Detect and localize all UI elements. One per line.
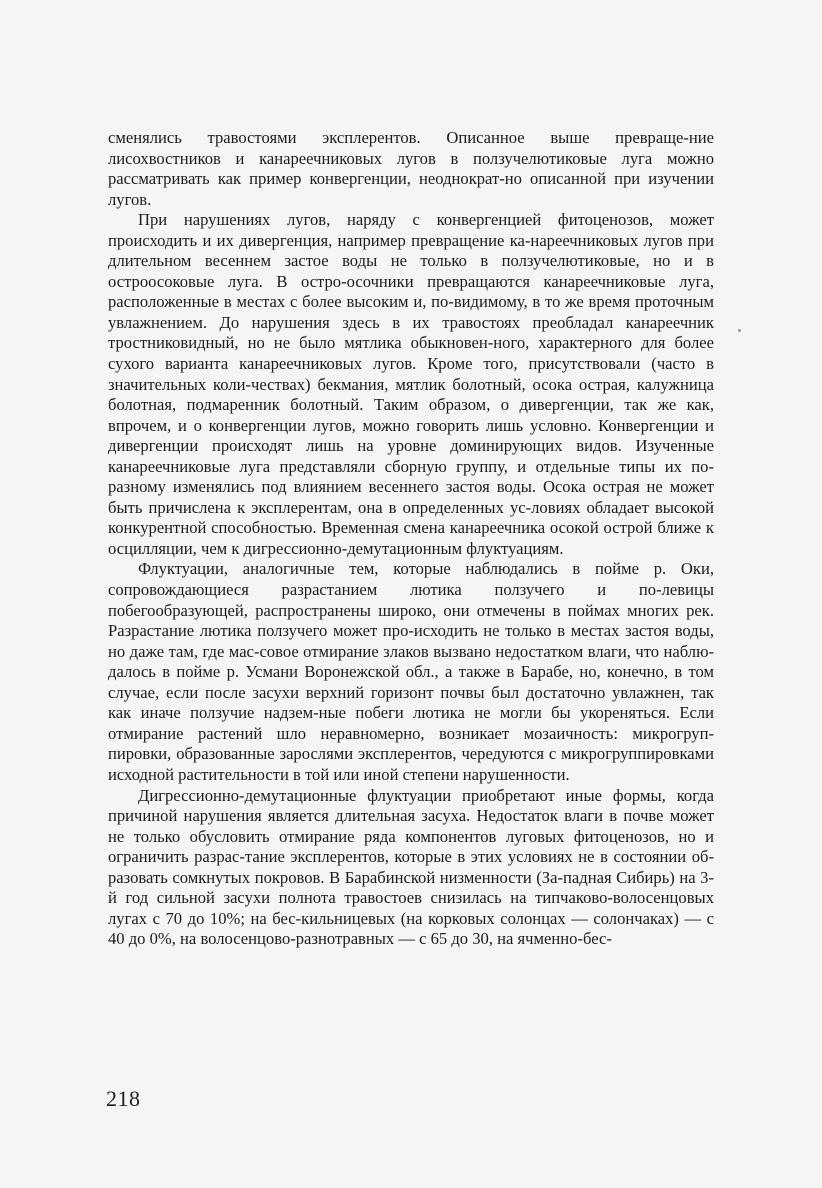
print-speck	[738, 329, 741, 332]
page-number: 218	[106, 1086, 141, 1111]
body-text	[108, 128, 714, 950]
paragraph-3: Флуктуации, аналогичные тем, которые наблюдались в пойме р. Оки, сопровождающиеся разрастанием лютика ползучего и по-левицы побегообразующей, распространены широко, они отмечены в поймах многих рек. Разрастание лютика ползучего может про-исходить не только в местах застоя воды, но даже там, где мас-совое отмирание злаков вызвано недостатком влаги, что наблю-далось в пойме р. Усмани Воронежской обл., а также в Барабе, но, конечно, в том случае, если после засухи верхний горизонт почвы был достаточно увлажнен, так как иначе ползучие надзем-ные побеги лютика не могли бы укореняться. Если отмирание растений шло неравномерно, возникает мозаичность: микрогруп-пировки, образованные зарослями эксплерентов, чередуются с микрогруппировками исходной растительности в той или иной степени нарушенности.	[108, 559, 714, 784]
paragraph-1: сменялись травостоями эксплерентов. Описанное выше превраще-ние лисохвостников и канареечниковых лугов в ползучелютиковые луга можно рассматривать как пример конвергенции, неоднократ-но описанной при изучении лугов.	[108, 128, 714, 209]
paragraph-2: При нарушениях лугов, наряду с конвергенцией фитоценозов, может происходить и их дивергенция, например превращение ка-нареечниковых лугов при длительном весеннем застое воды не только в ползучелютиковые, но и в остроосоковые луга. В остро-осочники превращаются канареечниковые луга, расположенные в местах с более высоким и, по-видимому, в то же время проточным увлажнением. До нарушения здесь в их травостоях преобладал канареечник тростниковидный, но не было мятлика обыкновен-ного, характерного для более сухого варианта канареечниковых лугов. Кроме того, присутствовали (часто в значительных коли-чествах) бекмания, мятлик болотный, осока острая, калужница болотная, подмаренник болотный. Таким образом, о дивергенции, так же как, впрочем, и о конвергенции лугов, можно говорить лишь условно. Конвергенции и дивергенции происходят лишь на уровне доминирующих видов. Изученные канареечниковые луга представляли сборную группу, и отдельные типы их по-разному изменялись под влиянием весеннего застоя воды. Осока острая не может быть причислена к эксплерентам, она в определенных ус-ловиях обладает высокой конкурентной способностью. Временная смена канареечника осокой острой ближе к осцилляции, чем к дигрессионно-демутационным флуктуациям.	[108, 210, 714, 558]
paragraph-4: Дигрессионно-демутационные флуктуации приобретают иные формы, когда причиной нарушения является длительная засуха. Недостаток влаги в почве может не только обусловить отмирание ряда компонентов луговых фитоценозов, но и ограничить разрас-тание эксплерентов, которые в этих условиях не в состоянии об-разовать сомкнутых покровов. В Барабинской низменности (За-падная Сибирь) на 3-й год сильной засухи полнота травостоев снизилась на типчаково-волосенцовых лугах с 70 до 10%; на бес-кильницевых (на корковых солонцах — солончаках) — с 40 до 0%, на волосенцово-разнотравных — с 65 до 30, на ячменно-бес-	[108, 785, 714, 949]
